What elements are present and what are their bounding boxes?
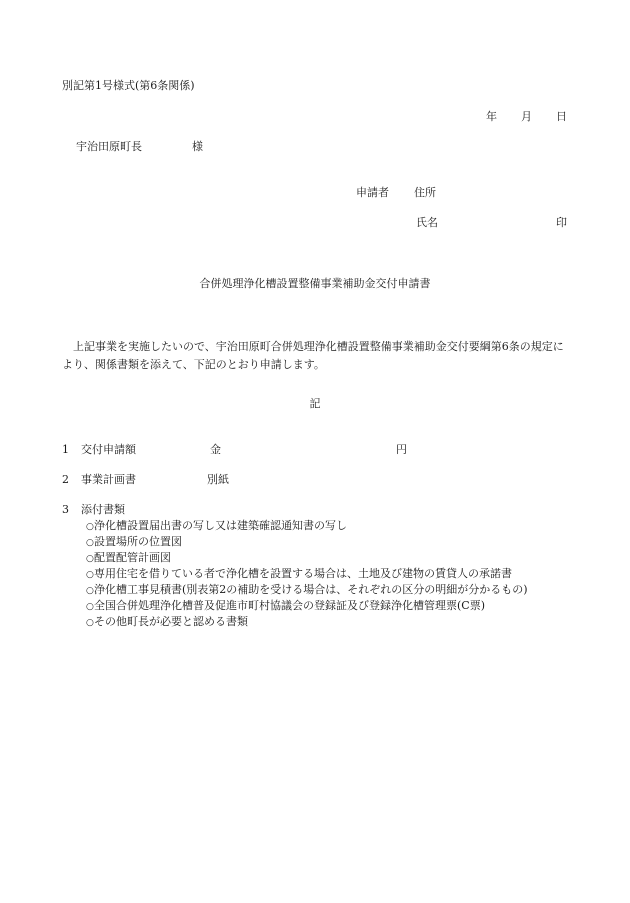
item-number: 1 <box>62 443 69 456</box>
amount-unit: 円 <box>396 443 407 456</box>
item-number: 2 <box>62 473 69 486</box>
attachment-list <box>86 518 528 630</box>
amount-prefix: 金 <box>210 443 221 456</box>
date-year-label: 年 <box>486 110 497 123</box>
bullet-icon: ○ <box>86 602 94 612</box>
document-title: 合併処理浄化槽設置整備事業補助金交付申請書 <box>199 277 431 290</box>
item-label-amount: 交付申請額 <box>81 443 136 456</box>
addressee-honorific: 様 <box>192 140 203 153</box>
list-item <box>86 518 528 534</box>
attachment-text: 専用住宅を借りている者で浄化槽を設置する場合は、土地及び建物の賃貸人の承諾書 <box>94 567 512 580</box>
bullet-icon: ○ <box>86 554 94 564</box>
attachment-text: 浄化槽設置届出書の写し又は建築確認通知書の写し <box>94 519 347 532</box>
bullet-icon: ○ <box>86 586 94 596</box>
attachment-text: 設置場所の位置図 <box>94 535 182 548</box>
list-item <box>86 614 528 630</box>
list-item <box>86 550 528 566</box>
body-paragraph: 上記事業を実施したいので、宇治田原町合併処理浄化槽設置整備事業補助金交付要綱第6条の規定により、関係書類を添えて、下記のとおり申請します。 <box>62 340 564 371</box>
list-item <box>86 598 528 614</box>
bullet-icon: ○ <box>86 618 94 628</box>
attachment-text: 配置配管計画図 <box>94 551 171 564</box>
date-month-label: 月 <box>521 110 532 123</box>
list-item <box>86 534 528 550</box>
form-label: 別記第1号様式(第6条関係) <box>62 79 195 92</box>
bullet-icon: ○ <box>86 522 94 532</box>
ki-heading: 記 <box>309 397 321 410</box>
address-label: 住所 <box>414 186 436 199</box>
item-number: 3 <box>62 503 69 516</box>
list-item <box>86 582 528 598</box>
seal-mark: 印 <box>556 216 567 229</box>
item-label-plan: 事業計画書 <box>81 473 136 486</box>
item-label-attachments: 添付書類 <box>81 503 125 516</box>
attachment-text: 浄化槽工事見積書(別表第2の補助を受ける場合は、それぞれの区分の明細が分かるもの) <box>94 583 528 596</box>
date-day-label: 日 <box>556 110 567 123</box>
name-label: 氏名 <box>416 216 438 229</box>
attachment-text: その他町長が必要と認める書類 <box>94 615 248 628</box>
attachment-text: 全国合併処理浄化槽普及促進市町村協議会の登録証及び登録浄化槽管理票(C票) <box>94 599 485 612</box>
applicant-label: 申請者 <box>356 186 389 199</box>
bullet-icon: ○ <box>86 570 94 580</box>
bullet-icon: ○ <box>86 538 94 548</box>
addressee-name: 宇治田原町長 <box>76 140 142 153</box>
plan-value: 別紙 <box>207 473 229 486</box>
list-item <box>86 566 528 582</box>
